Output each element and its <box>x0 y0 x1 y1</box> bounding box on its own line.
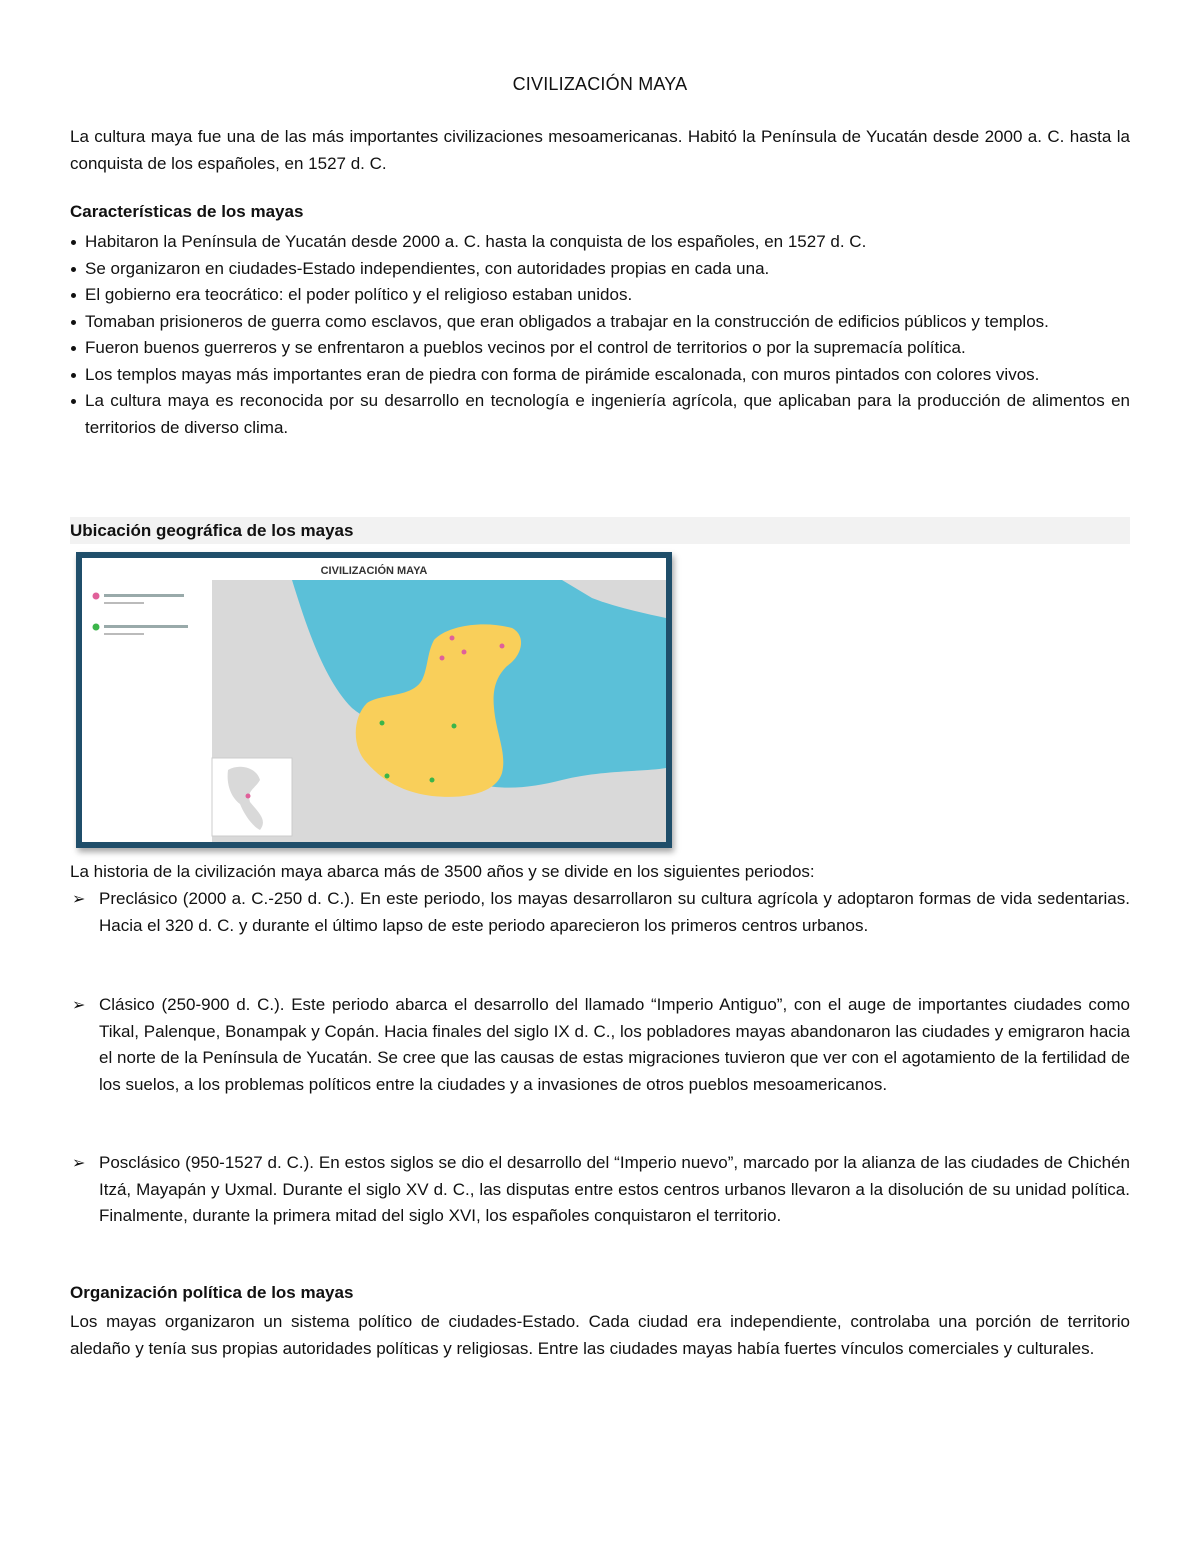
list-item: Fueron buenos guerreros y se enfrentaron a pueblos vecinos por el control de territorios o por la supremacía política. <box>70 335 1130 362</box>
legend-text-line <box>104 625 188 628</box>
list-item: Habitaron la Península de Yucatán desde 2000 a. C. hasta la conquista de los españoles, en 1527 d. C. <box>70 229 1130 256</box>
characteristics-list <box>70 229 1130 441</box>
period-preclasico <box>70 886 1130 939</box>
period-text: Preclásico (2000 a. C.-250 d. C.). En este periodo, los mayas desarrollaron su cultura agrícola y adoptaron formas de vida sedentarias. Hacia el 320 d. C. y durante el último lapso de este periodo aparecieron los primeros centros urbanos. <box>99 889 1130 935</box>
city-dot-icon <box>430 778 435 783</box>
history-intro: La historia de la civilización maya abarca más de 3500 años y se divide en los siguientes periodos: <box>70 862 815 881</box>
city-dot-icon <box>440 656 445 661</box>
period-text: Posclásico (950-1527 d. C.). En estos siglos se dio el desarrollo del “Imperio nuevo”, marcado por la alianza de las ciudades de Chichén Itzá, Mayapán y Uxmal. Durante el siglo XV d. C., las disputas entre estos centros urbanos llevaron a la disolución de su unidad política. Finalmente, durante la primera mitad del siglo XVI, los españoles conquistaron el territorio. <box>99 1153 1130 1225</box>
city-dot-icon <box>385 774 390 779</box>
map-title: CIVILIZACIÓN MAYA <box>320 565 428 577</box>
intro-paragraph: La cultura maya fue una de las más importantes civilizaciones mesoamericanas. Habitó la Península de Yucatán desde 2000 a. C. hasta la conquista de los españoles, en 1527 d. C. <box>70 127 1130 173</box>
list-item: Los templos mayas más importantes eran de piedra con forma de pirámide escalonada, con muros pintados con colores vivos. <box>70 362 1130 389</box>
list-item: El gobierno era teocrático: el poder político y el religioso estaban unidos. <box>70 282 1130 309</box>
city-dot-icon <box>450 636 455 641</box>
period-posclasico <box>70 1150 1130 1230</box>
maya-map-svg <box>82 558 666 842</box>
organization-heading: Organización política de los mayas <box>70 1283 354 1302</box>
city-dot-icon <box>380 721 385 726</box>
city-dot-icon <box>462 650 467 655</box>
period-text: Clásico (250-900 d. C.). Este periodo abarca el desarrollo del llamado “Imperio Antiguo”, con el auge de importantes ciudades como Tikal, Palenque, Bonampak y Copán. Hacia finales del siglo IX d. C., los pobladores mayas abandonaron las ciudades y emigraron hacia el norte de la Península de Yucatán. Se cree que las causas de estas migraciones tuvieron que ver con el agotamiento de la fertilidad de los suelos, a los problemas políticos entre la ciudades y a invasiones de otros pueblos mesoamericanos. <box>99 995 1130 1094</box>
list-item: Se organizaron en ciudades-Estado independientes, con autoridades propias en cada una. <box>70 256 1130 283</box>
inset-marker-icon <box>246 794 251 799</box>
location-heading: Ubicación geográfica de los mayas <box>70 517 1130 544</box>
arrow-bullet-icon: ➢ <box>72 1155 86 1172</box>
legend-pink-dot-icon <box>93 593 100 600</box>
map-inset <box>212 758 292 836</box>
legend-text-line <box>104 633 144 635</box>
city-dot-icon <box>452 724 457 729</box>
list-item: Tomaban prisioneros de guerra como esclavos, que eran obligados a trabajar en la construcción de edificios públicos y templos. <box>70 309 1130 336</box>
page-title: CIVILIZACIÓN MAYA <box>512 74 688 94</box>
legend-text-line <box>104 602 144 604</box>
organization-paragraph: Los mayas organizaron un sistema político de ciudades-Estado. Cada ciudad era independiente, controlaba una porción de territorio aledaño y tenía sus propias autoridades políticas y religiosas. Entre las ciudades mayas había fuertes vínculos comerciales y culturales. <box>70 1312 1130 1358</box>
arrow-bullet-icon: ➢ <box>72 891 86 908</box>
legend-green-dot-icon <box>93 624 100 631</box>
map-legend-panel <box>82 580 212 842</box>
characteristics-heading: Características de los mayas <box>70 202 304 221</box>
list-item: La cultura maya es reconocida por su desarrollo en tecnología e ingeniería agrícola, que aplicaban para la producción de alimentos en territorios de diverso clima. <box>70 388 1130 441</box>
legend-text-line <box>104 594 184 597</box>
maya-map-figure <box>76 552 672 848</box>
city-dot-icon <box>500 644 505 649</box>
period-clasico <box>70 992 1130 1098</box>
arrow-bullet-icon: ➢ <box>72 997 86 1014</box>
